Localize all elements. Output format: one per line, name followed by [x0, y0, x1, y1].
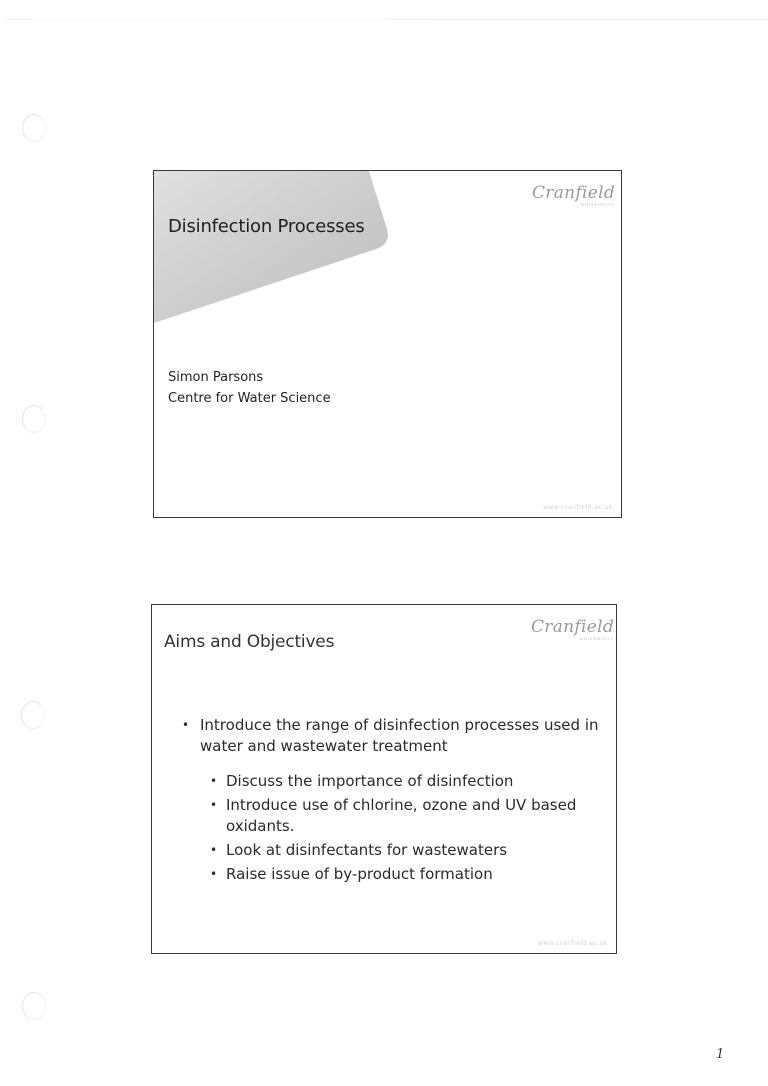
punch-hole-1	[22, 114, 46, 142]
slide-2-aims-objectives	[151, 604, 617, 954]
sub-bullet-item: • Raise issue of by-product formation	[210, 864, 602, 885]
logo-wordmark: Cranfield	[531, 183, 615, 203]
bullet-item: • Introduce the range of disinfection processes used in water and wastewater treatment	[182, 715, 602, 757]
slide-1-title-slide	[153, 170, 622, 518]
slide-title: Aims and Objectives	[164, 632, 335, 652]
scan-artifact-line	[4, 19, 768, 20]
logo-subtitle: UNIVERSITY	[579, 636, 614, 641]
punch-hole-3	[21, 701, 45, 729]
sub-bullet-item: • Look at disinfectants for wastewaters	[210, 840, 602, 861]
footer-url: www.cranfield.ac.uk	[543, 504, 613, 511]
author-block	[168, 367, 331, 409]
bullet-list	[182, 715, 602, 888]
cranfield-logo	[532, 185, 615, 207]
sub-bullet-list	[210, 771, 602, 885]
logo-wordmark: Cranfield	[530, 617, 614, 637]
slide-title: Disinfection Processes	[168, 216, 365, 237]
sub-bullet-item: • Introduce use of chlorine, ozone and UV based oxidants.	[210, 795, 602, 837]
title-background-shape	[154, 171, 399, 331]
author-affiliation: Centre for Water Science	[168, 391, 331, 406]
punch-hole-2	[22, 405, 46, 433]
footer-url: www.cranfield.ac.uk	[538, 940, 608, 947]
page-number: 1	[716, 1047, 725, 1062]
punch-hole-4	[22, 992, 46, 1020]
cranfield-logo	[531, 619, 614, 641]
logo-subtitle: UNIVERSITY	[580, 202, 615, 207]
sub-bullet-item: • Discuss the importance of disinfection	[210, 771, 602, 792]
author-name: Simon Parsons	[168, 370, 264, 385]
